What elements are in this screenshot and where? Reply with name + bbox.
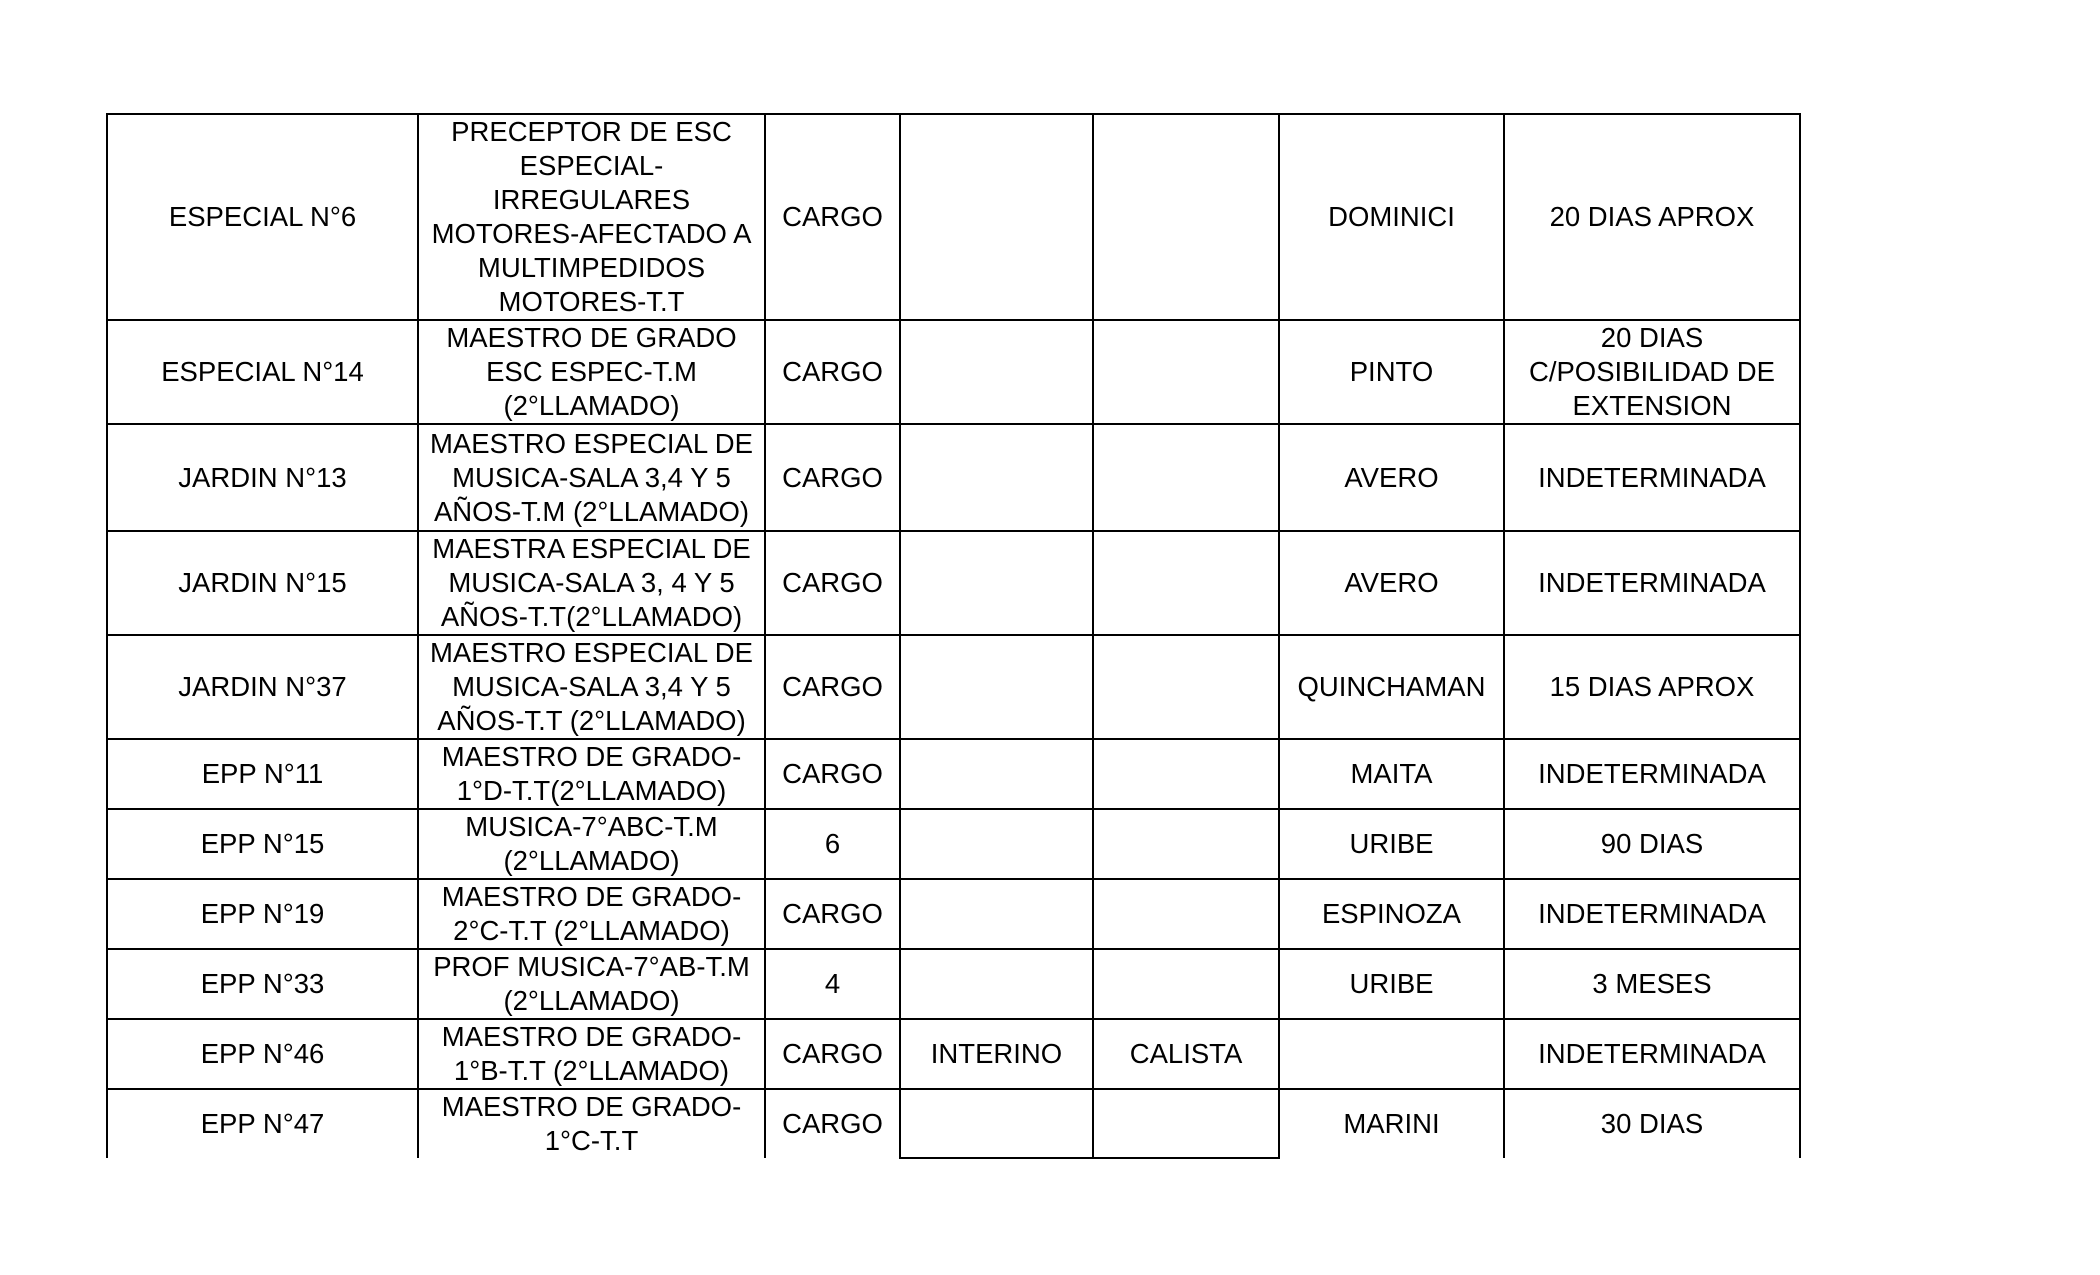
titular-text: MAITA <box>1350 758 1433 789</box>
cargo-text: MAESTRO DE GRADO-1°D-T.T(2°LLAMADO) <box>441 741 742 806</box>
cell-designado <box>1093 1019 1279 1089</box>
cell-titular <box>1279 320 1504 424</box>
duracion-text: 90 DIAS <box>1600 828 1704 859</box>
table-row <box>107 635 1800 739</box>
escuela-text: EPP N°33 <box>200 968 325 999</box>
escuela-text: ESPECIAL N°14 <box>161 356 364 387</box>
cargo-text: MAESTRO DE GRADO-1°C-T.T <box>441 1091 742 1156</box>
cargo-text: MAESTRO ESPECIAL DE MUSICA-SALA 3,4 Y 5 AÑOS-T.T (2°LLAMADO) <box>430 637 753 736</box>
cell-duracion <box>1504 949 1800 1019</box>
cell-designado <box>1093 114 1279 320</box>
horas-text: CARGO <box>782 201 883 232</box>
cell-cargo <box>418 739 765 809</box>
horas-text: 6 <box>824 828 841 859</box>
designado-text: CALISTA <box>1129 1038 1243 1069</box>
cargo-text: MAESTRA ESPECIAL DE MUSICA-SALA 3, 4 Y 5 AÑOS-T.T(2°LLAMADO) <box>432 533 751 632</box>
horas-text: 4 <box>824 968 841 999</box>
table-row <box>107 949 1800 1019</box>
vacancies-table <box>106 113 1801 1159</box>
situacion-text: INTERINO <box>930 1038 1063 1069</box>
cell-titular <box>1279 424 1504 531</box>
cell-horas <box>765 424 900 531</box>
cell-cargo <box>418 949 765 1019</box>
cell-titular <box>1279 809 1504 879</box>
horas-text: CARGO <box>782 758 883 789</box>
cell-horas <box>765 949 900 1019</box>
cell-cargo <box>418 531 765 635</box>
cell-duracion <box>1504 1019 1800 1089</box>
cell-cargo <box>418 424 765 531</box>
cell-designado <box>1093 949 1279 1019</box>
horas-text: CARGO <box>782 567 883 598</box>
cell-duracion <box>1504 320 1800 424</box>
titular-text: PINTO <box>1349 356 1434 387</box>
duracion-text: 3 MESES <box>1592 968 1712 999</box>
table-row <box>107 531 1800 635</box>
cell-horas <box>765 739 900 809</box>
cell-situacion <box>900 949 1093 1019</box>
cell-escuela <box>107 949 418 1019</box>
duracion-text: 15 DIAS APROX <box>1549 671 1755 702</box>
cell-situacion <box>900 879 1093 949</box>
cell-cargo <box>418 635 765 739</box>
cell-titular <box>1279 739 1504 809</box>
titular-text: URIBE <box>1349 828 1434 859</box>
cell-titular <box>1279 879 1504 949</box>
escuela-text: EPP N°11 <box>201 758 324 789</box>
escuela-text: JARDIN N°15 <box>178 567 347 598</box>
spreadsheet-page <box>106 113 1801 1159</box>
escuela-text: ESPECIAL N°6 <box>168 201 357 232</box>
cell-horas <box>765 635 900 739</box>
table-row <box>107 1089 1800 1158</box>
cell-cargo <box>418 879 765 949</box>
table-row <box>107 1019 1800 1089</box>
horas-text: CARGO <box>782 1038 883 1069</box>
cell-duracion <box>1504 114 1800 320</box>
cell-duracion <box>1504 635 1800 739</box>
duracion-text: 30 DIAS <box>1600 1108 1704 1139</box>
cell-escuela <box>107 1019 418 1089</box>
cell-horas <box>765 1089 900 1158</box>
cargo-text: PROF MUSICA-7°AB-T.M (2°LLAMADO) <box>433 951 750 1016</box>
escuela-text: JARDIN N°13 <box>178 461 347 493</box>
titular-text: MARINI <box>1343 1108 1440 1139</box>
cell-horas <box>765 320 900 424</box>
cell-designado <box>1093 320 1279 424</box>
cell-escuela <box>107 1089 418 1158</box>
table-row <box>107 424 1800 531</box>
cell-designado <box>1093 879 1279 949</box>
cell-titular <box>1279 635 1504 739</box>
cell-horas <box>765 114 900 320</box>
cargo-text: PRECEPTOR DE ESC ESPECIAL-IRREGULARES MOTORES-AFECTADO A MULTIMPEDIDOS MOTORES-T.T <box>431 116 752 317</box>
cell-duracion <box>1504 879 1800 949</box>
titular-text: AVERO <box>1344 461 1439 493</box>
table-row <box>107 739 1800 809</box>
duracion-text: INDETERMINADA <box>1538 461 1766 493</box>
cell-situacion <box>900 1019 1093 1089</box>
cell-situacion <box>900 739 1093 809</box>
horas-text: CARGO <box>782 1108 883 1139</box>
cell-situacion <box>900 531 1093 635</box>
cell-escuela <box>107 424 418 531</box>
cell-duracion <box>1504 424 1800 531</box>
cell-designado <box>1093 739 1279 809</box>
cell-designado <box>1093 424 1279 531</box>
escuela-text: EPP N°46 <box>200 1038 325 1069</box>
cell-designado <box>1093 1089 1279 1158</box>
cell-horas <box>765 809 900 879</box>
cell-escuela <box>107 739 418 809</box>
cell-situacion <box>900 114 1093 320</box>
cell-duracion <box>1504 809 1800 879</box>
horas-text: CARGO <box>782 461 883 493</box>
titular-text: DOMINICI <box>1328 201 1455 232</box>
table-row <box>107 114 1800 320</box>
horas-text: CARGO <box>782 671 883 702</box>
titular-text: QUINCHAMAN <box>1297 671 1486 702</box>
duracion-text: 20 DIAS C/POSIBILIDAD DE EXTENSION <box>1528 322 1776 421</box>
cell-cargo <box>418 1089 765 1158</box>
duracion-text: INDETERMINADA <box>1538 567 1766 598</box>
cargo-text: MAESTRO DE GRADO-2°C-T.T (2°LLAMADO) <box>441 881 742 946</box>
duracion-text: INDETERMINADA <box>1538 758 1766 789</box>
cargo-text: MUSICA-7°ABC-T.M (2°LLAMADO) <box>465 811 718 876</box>
cell-horas <box>765 531 900 635</box>
cell-situacion <box>900 424 1093 531</box>
escuela-text: JARDIN N°37 <box>178 671 347 702</box>
cell-titular <box>1279 114 1504 320</box>
cell-situacion <box>900 320 1093 424</box>
cell-duracion <box>1504 1089 1800 1158</box>
cell-cargo <box>418 320 765 424</box>
cell-horas <box>765 1019 900 1089</box>
cell-duracion <box>1504 739 1800 809</box>
cell-escuela <box>107 809 418 879</box>
escuela-text: EPP N°15 <box>200 828 325 859</box>
cargo-text: MAESTRO DE GRADO-1°B-T.T (2°LLAMADO) <box>441 1021 742 1086</box>
cell-situacion <box>900 1089 1093 1158</box>
cell-escuela <box>107 114 418 320</box>
horas-text: CARGO <box>782 898 883 929</box>
cell-designado <box>1093 531 1279 635</box>
cell-titular <box>1279 1089 1504 1158</box>
cell-situacion <box>900 635 1093 739</box>
cell-escuela <box>107 635 418 739</box>
cell-designado <box>1093 635 1279 739</box>
cell-horas <box>765 879 900 949</box>
table-row <box>107 879 1800 949</box>
cell-titular <box>1279 531 1504 635</box>
cell-cargo <box>418 114 765 320</box>
cell-cargo <box>418 809 765 879</box>
cargo-text: MAESTRO DE GRADO ESC ESPEC-T.M (2°LLAMADO) <box>446 322 737 421</box>
table-row <box>107 809 1800 879</box>
cell-escuela <box>107 879 418 949</box>
cell-escuela <box>107 320 418 424</box>
cell-titular <box>1279 1019 1504 1089</box>
cargo-text: MAESTRO ESPECIAL DE MUSICA-SALA 3,4 Y 5 AÑOS-T.M (2°LLAMADO) <box>430 427 753 527</box>
cell-situacion <box>900 809 1093 879</box>
escuela-text: EPP N°19 <box>200 898 325 929</box>
cell-duracion <box>1504 531 1800 635</box>
cell-cargo <box>418 1019 765 1089</box>
cell-escuela <box>107 531 418 635</box>
duracion-text: 20 DIAS APROX <box>1549 201 1755 232</box>
titular-text: AVERO <box>1344 567 1439 598</box>
titular-text: ESPINOZA <box>1321 898 1462 929</box>
horas-text: CARGO <box>782 356 883 387</box>
cell-designado <box>1093 809 1279 879</box>
titular-text: URIBE <box>1349 968 1434 999</box>
escuela-text: EPP N°47 <box>200 1108 325 1139</box>
duracion-text: INDETERMINADA <box>1538 1038 1766 1069</box>
table-row <box>107 320 1800 424</box>
cell-titular <box>1279 949 1504 1019</box>
duracion-text: INDETERMINADA <box>1538 898 1766 929</box>
